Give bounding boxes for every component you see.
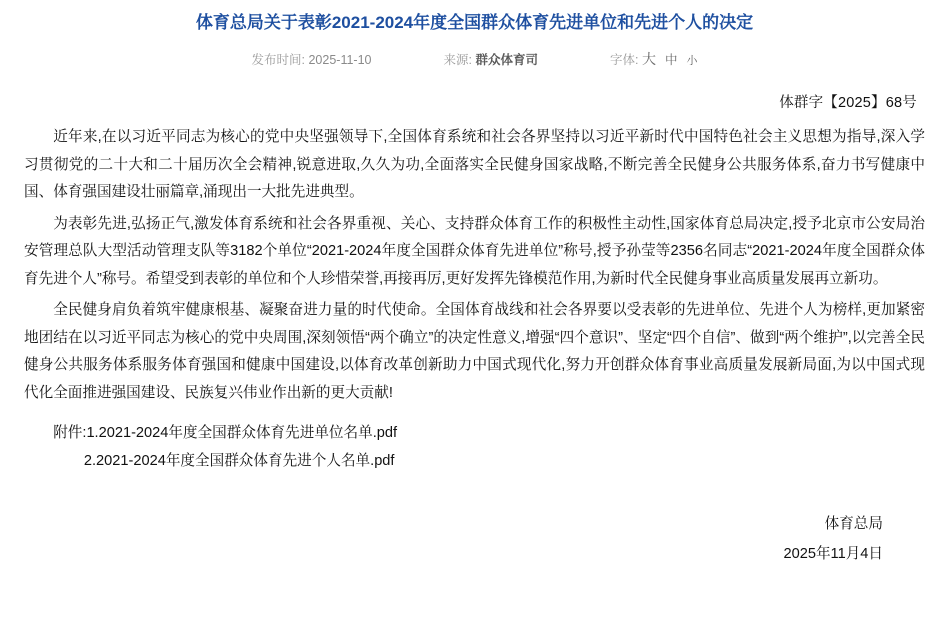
- signature-date: 2025年11月4日: [783, 546, 883, 562]
- publish-time-label: 发布时间:: [251, 53, 305, 67]
- font-size-small-button[interactable]: 小: [686, 55, 698, 67]
- font-size-label: 字体:: [609, 53, 639, 67]
- attachment-link-1[interactable]: 1.2021-2024年度全国群众体育先进单位名单.pdf: [86, 425, 398, 441]
- attachment-label: 附件:: [53, 425, 87, 441]
- source: [444, 50, 538, 68]
- body-paragraph: 为表彰先进,弘扬正气,激发体育系统和社会各界重视、关心、支持群众体育工作的积极性主动性,国家体育总局决定,授予北京市公安局治安管理总队大型活动管理支队等3182个单位“2021-2024年度全国群众体育先进单位”称号,授予孙莹等2356名同志“2021-2024年度全国群众体育先进个人”称号。希望受到表彰的单位和个人珍惜荣誉,再接再厉,更好发挥先锋模范作用,为新时代全民健身事业高质量发展再立新功。: [24, 215, 925, 287]
- page-title: 体育总局关于表彰2021-2024年度全国群众体育先进单位和先进个人的决定: [195, 13, 754, 32]
- font-size-medium-button[interactable]: 中: [664, 53, 678, 67]
- attachment-second-line: [24, 447, 925, 475]
- source-value: 群众体育司: [475, 53, 538, 67]
- attachment-link-2[interactable]: 2.2021-2024年度全国群众体育先进个人名单.pdf: [83, 453, 395, 469]
- publish-time: [252, 50, 372, 68]
- document-meta-bar: [24, 49, 925, 69]
- font-size-control: [610, 49, 697, 69]
- body-paragraph: 全民健身肩负着筑牢健康根基、凝聚奋进力量的时代使命。全国体育战线和社会各界要以受表彰的先进单位、先进个人为榜样,更加紧密地团结在以习近平同志为核心的党中央周围,深刻领悟“两个确立”的决定性意义,增强“四个意识”、坚定“四个自信”、做到“两个维护”,以完善全民健身公共服务体系服务体育强国和健康中国建设,以体育改革创新助力中国式现代化,努力开创群众体育事业高质量发展新局面,为以中国式现代化全面推进强国建设、民族复兴伟业作出新的更大贡献!: [24, 302, 925, 401]
- document-number: 体群字【2025】68号: [779, 95, 917, 111]
- attachment-first-line: [24, 419, 925, 447]
- font-size-options: [642, 49, 698, 69]
- signature-block: [24, 509, 925, 569]
- publish-time-value: 2025-11-10: [308, 53, 372, 67]
- body-paragraph: 近年来,在以习近平同志为核心的党中央坚强领导下,全国体育系统和社会各界坚持以习近平新时代中国特色社会主义思想为指导,深入学习贯彻党的二十大和二十届历次全会精神,锐意进取,久久为功,全面落实全民健身国家战略,不断完善全民健身公共服务体系,奋力书写健康中国、体育强国建设壮丽篇章,涌现出一大批先进典型。: [24, 129, 925, 200]
- source-label: 来源:: [443, 53, 472, 67]
- font-size-large-button[interactable]: 大: [641, 51, 656, 67]
- attachment-list: [24, 419, 925, 475]
- signature-org: 体育总局: [824, 516, 883, 532]
- document-body: [24, 124, 925, 407]
